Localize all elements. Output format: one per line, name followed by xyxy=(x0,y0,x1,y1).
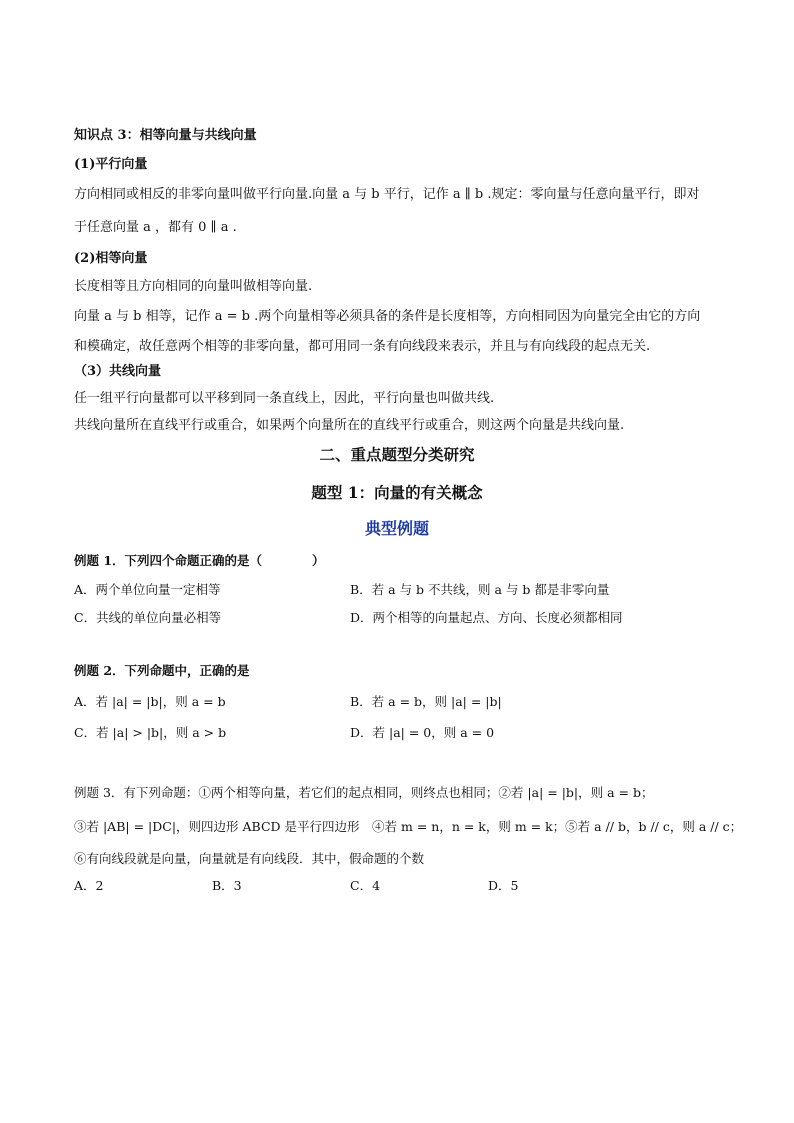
ex1-option-a: A．两个单位向量一定相等 xyxy=(74,582,221,597)
kp3-s3-line2: 共线向量所在直线平行或重合，如果两个向量所在的直线平行或重合，则这两个向量是共线向量. xyxy=(74,418,625,433)
ex3-option-b: B．3 xyxy=(212,878,242,893)
ex1-option-c: C．共线的单位向量必相等 xyxy=(74,610,222,625)
ex3-line1: 例题 3．有下列命题：①两个相等向量，若它们的起点相同，则终点也相同；②若 |a| = |b|，则 a = b； xyxy=(74,785,654,800)
kp3-s2-line2: 向量 a 与 b 相等，记作 a = b .两个向量相等必须具备的条件是长度相等，方向相同因为向量完全由它的方向 xyxy=(74,309,701,324)
ex2-option-a: A．若 |a| = |b|，则 a = b xyxy=(74,694,226,709)
kp3-s1-title: (1)平行向量 xyxy=(74,157,148,172)
ex2-option-c: C．若 |a| > |b|，则 a > b xyxy=(74,725,227,740)
kp3-s2-line3: 和模确定，故任意两个相等的非零向量，都可用同一条有向线段来表示，并且与有向线段的起点无关. xyxy=(74,339,651,354)
ex3-option-d: D．5 xyxy=(488,878,519,893)
type-heading: 题型 1：向量的有关概念 xyxy=(311,483,483,502)
section-heading: 二、重点题型分类研究 xyxy=(319,445,475,464)
ex2-option-d: D．若 |a| = 0，则 a = 0 xyxy=(350,725,495,740)
kp3-s1-line1: 方向相同或相反的非零向量叫做平行向量.向量 a 与 b 平行，记作 a ∥ b .规定：零向量与任意向量平行，即对 xyxy=(74,187,700,202)
kp3-s3-title: （3）共线向量 xyxy=(74,364,162,379)
ex2-stem: 例题 2．下列命题中，正确的是 xyxy=(74,663,250,678)
ex3-line2: ③若 |AB| = |DC|，则四边形 ABCD 是平行四边形 ④若 m = n，n = k，则 m = k；⑤若 a // b，b // c，则 a // c； xyxy=(74,819,743,834)
ex1-option-d: D．两个相等的向量起点、方向、长度必须都相同 xyxy=(350,610,623,625)
ex1-stem: 例题 1．下列四个命题正确的是（ ） xyxy=(74,553,325,568)
kp3-s3-line1: 任一组平行向量都可以平移到同一条直线上，因此，平行向量也叫做共线. xyxy=(74,391,495,406)
ex3-option-a: A．2 xyxy=(74,878,104,893)
kp3-s2-title: (2)相等向量 xyxy=(74,251,148,266)
ex3-line3: ⑥有向线段就是向量，向量就是有向线段．其中，假命题的个数 xyxy=(74,851,425,866)
examples-heading: 典型例题 xyxy=(364,519,429,538)
kp3-s2-line1: 长度相等且方向相同的向量叫做相等向量. xyxy=(74,279,313,294)
ex3-option-c: C．4 xyxy=(350,878,381,893)
kp3-title: 知识点 3：相等向量与共线向量 xyxy=(74,128,257,143)
ex1-option-b: B．若 a 与 b 不共线，则 a 与 b 都是非零向量 xyxy=(350,582,610,597)
ex2-option-b: B．若 a = b，则 |a| = |b| xyxy=(350,694,502,709)
kp3-s1-line2: 于任意向量 a ，都有 0 ∥ a . xyxy=(74,220,237,235)
